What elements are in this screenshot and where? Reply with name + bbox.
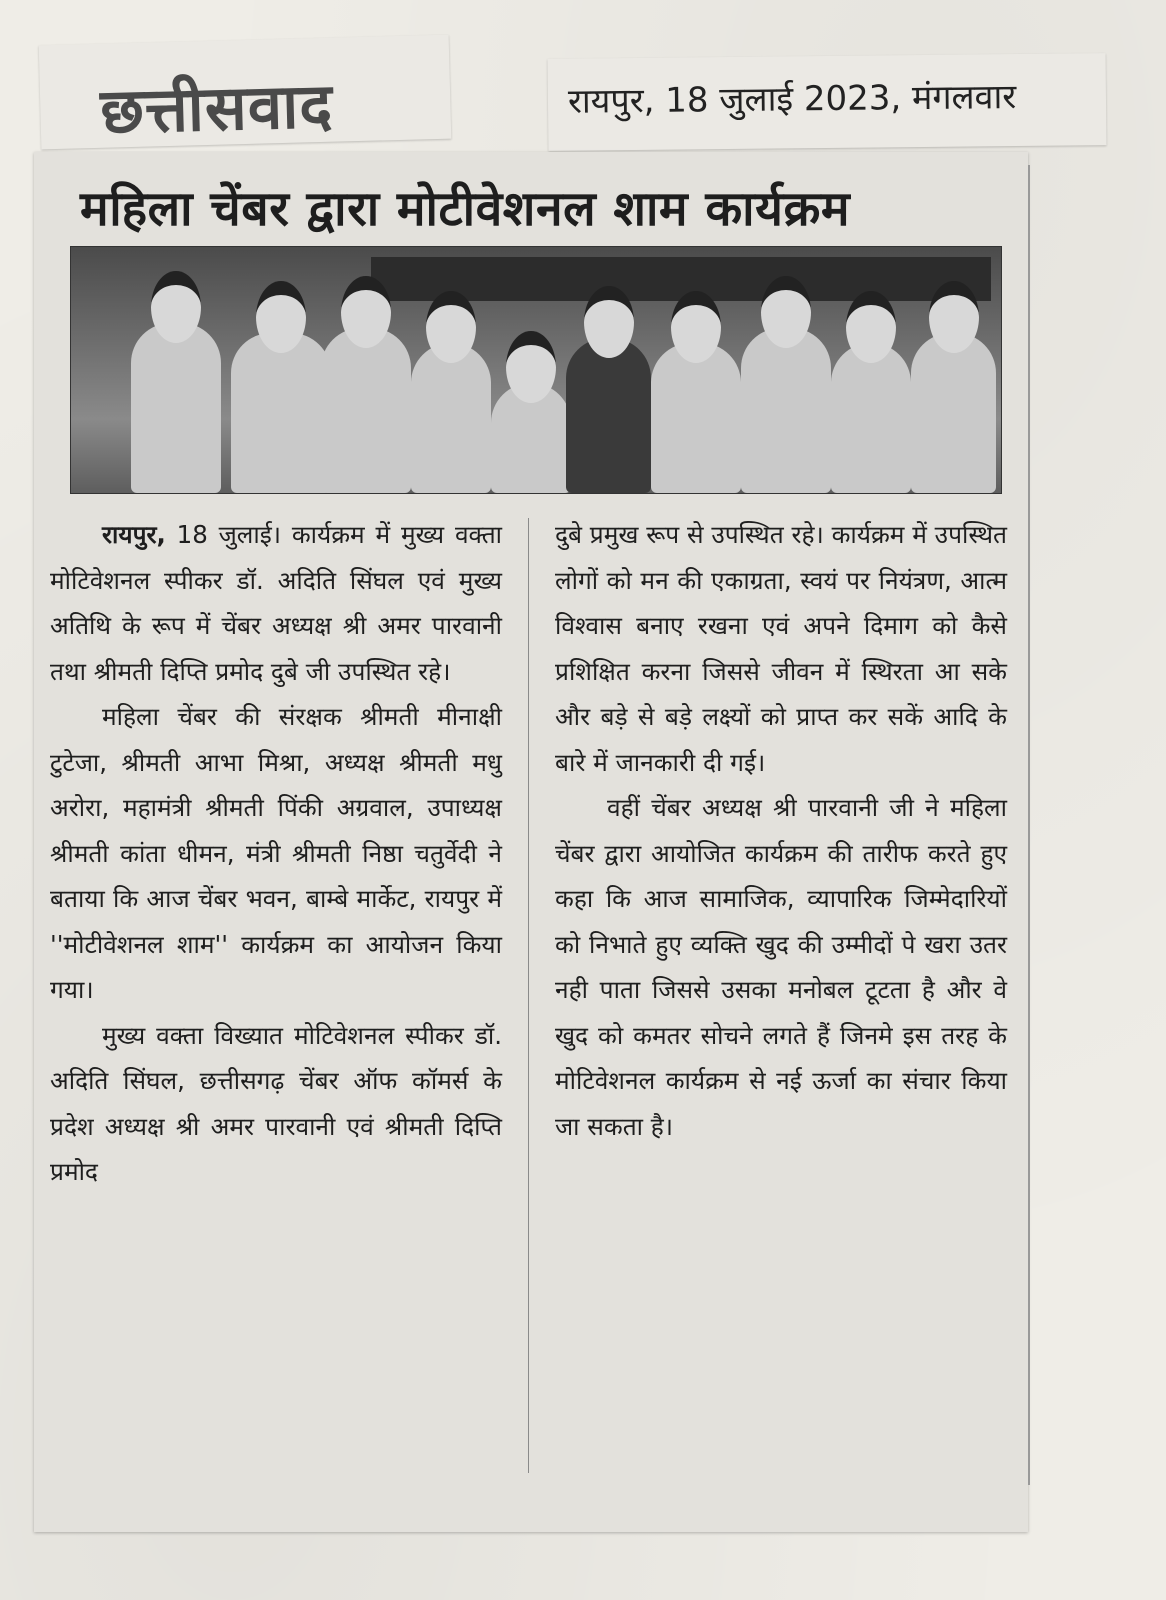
- photo-person: [321, 328, 411, 493]
- article-column-left: [50, 512, 502, 1195]
- column-divider: [528, 518, 529, 1473]
- newspaper-logo: छत्तीसवाद: [99, 68, 335, 148]
- byline: रायपुर,: [102, 520, 166, 549]
- group-photo: [70, 246, 1002, 494]
- photo-person: [491, 383, 571, 493]
- masthead-date-strip: [548, 53, 1107, 151]
- photo-person: [566, 338, 651, 493]
- article-column-right: [555, 512, 1007, 1149]
- masthead-logo-strip: [39, 35, 452, 150]
- photo-person: [651, 343, 741, 493]
- article-paragraph: दुबे प्रमुख रूप से उपस्थित रहे। कार्यक्रम में उपस्थित लोगों को मन की एकाग्रता, स्वयं पर नियंत्रण, आत्म विश्वास बनाए रखना एवं अपने दिमाग को कैसे प्रशिक्षित करना जिससे जीवन में स्थिरता आ सके और बड़े से बड़े लक्ष्यों को प्राप्त कर सकें आदि के बारे में जानकारी दी गई।: [555, 520, 1007, 777]
- article-headline: महिला चेंबर द्वारा मोटीवेशनल शाम कार्यक्रम: [80, 181, 851, 237]
- article-paragraph: मुख्य वक्ता विख्यात मोटिवेशनल स्पीकर डॉ. अदिति सिंघल, छत्तीसगढ़ चेंबर ऑफ कॉमर्स के प्रदेश अध्यक्ष श्री अमर पारवानी एवं श्रीमती दिप्ति प्रमोद: [50, 1020, 502, 1186]
- photo-person: [131, 323, 221, 493]
- photo-person: [831, 343, 911, 493]
- photo-person: [411, 343, 491, 493]
- photo-person: [911, 333, 996, 493]
- clipping-edge: [1028, 165, 1030, 1485]
- photo-banner: [371, 257, 991, 301]
- article-paragraph: महिला चेंबर की संरक्षक श्रीमती मीनाक्षी टुटेजा, श्रीमती आभा मिश्रा, अध्यक्ष श्रीमती मधु अरोरा, महामंत्री श्रीमती पिंकी अग्रवाल, उपाध्यक्ष श्रीमती कांता धीमन, मंत्री श्रीमती निष्ठा चतुर्वेदी ने बताया कि आज चेंबर भवन, बाम्बे मार्केट, रायपुर में ''मोटीवेशनल शाम'' कार्यक्रम का आयोजन किया गया।: [50, 702, 502, 1004]
- photo-person: [231, 333, 331, 493]
- article-paragraph: रायपुर, 18 जुलाई। कार्यक्रम में मुख्य वक्ता मोटिवेशनल स्पीकर डॉ. अदिति सिंघल एवं मुख्य अतिथि के रूप में चेंबर अध्यक्ष श्री अमर पारवानी तथा श्रीमती दिप्ति प्रमोद दुबे जी उपस्थित रहे।: [50, 520, 503, 686]
- article-paragraph: वहीं चेंबर अध्यक्ष श्री पारवानी जी ने महिला चेंबर द्वारा आयोजित कार्यक्रम की तारीफ करते हुए कहा कि आज सामाजिक, व्यापारिक जिम्मेदारियों को निभाते हुए व्यक्ति खुद की उम्मीदों पे खरा उतर नही पाता जिससे उसका मनोबल टूटता है और वे खुद को कमतर सोचने लगते हैं जिनमे इस तरह के मोटिवेशनल कार्यक्रम से नई ऊर्जा का संचार किया जा सकता है।: [555, 793, 1007, 1141]
- photo-person: [741, 328, 831, 493]
- dateline: रायपुर, 18 जुलाई 2023, मंगलवार: [567, 77, 1017, 122]
